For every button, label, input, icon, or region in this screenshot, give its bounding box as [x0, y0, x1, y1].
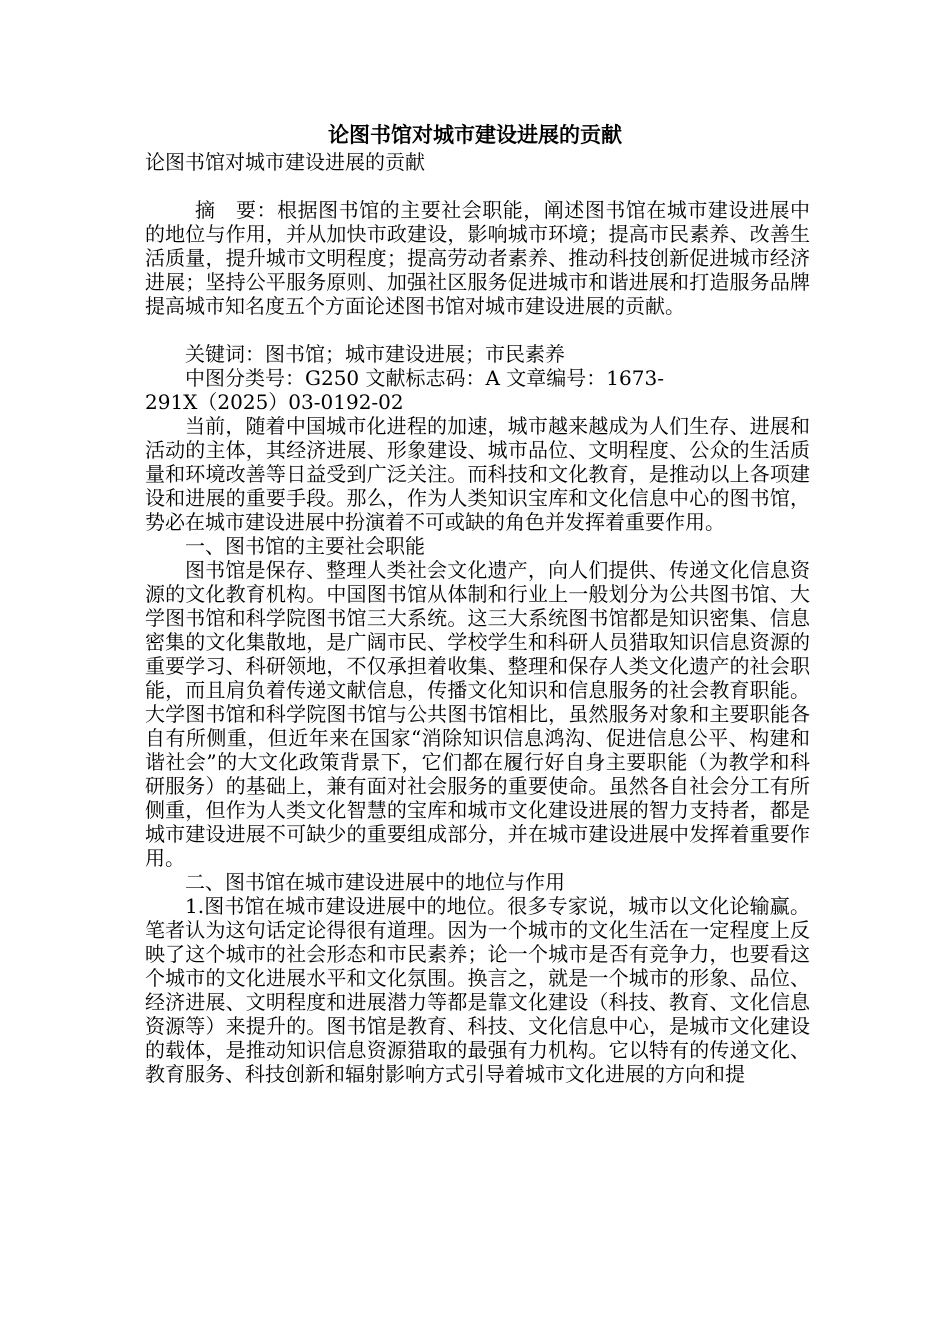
- classification-line: 中图分类号：G250 文献标志码：A 文章编号：1673-: [185, 366, 664, 390]
- keywords-line: 关键词：图书馆；城市建设进展；市民素养: [185, 342, 565, 366]
- document-title: 论图书馆对城市建设进展的贡献: [328, 123, 622, 147]
- blank-line: [145, 174, 810, 198]
- status-paragraph: 1.图书馆在城市建设进展中的地位。很多专家说，城市以文化论输赢。笔者认为这句话定论得很有道理。因为一个城市的文化生活在一定程度上反映了这个城市的社会形态和市民素养；论一个城市是否有竞争力，也要看这个城市的文化进展水平和文化氛围。换言之，就是一个城市的形象、品位、经济进展、文明程度和进展潜力等都是靠文化建设（科技、教育、文化信息资源等）来提升的。图书馆是教育、科技、文化信息中心，是城市文化建设的载体，是推动知识信息资源猎取的最强有力机构。它以特有的传递文化、教育服务、科技创新和辐射影响方式引导着城市文化进展的方向和提: [145, 894, 810, 1086]
- document-subtitle: 论图书馆对城市建设进展的贡献: [145, 150, 425, 174]
- classification-line-continued: 291X（2025）03-0192-02: [145, 390, 404, 414]
- section-heading-1: 一、图书馆的主要社会职能: [185, 534, 425, 558]
- document-body: [145, 150, 810, 1086]
- blank-line: [145, 318, 810, 342]
- functions-paragraph: 图书馆是保存、整理人类社会文化遗产，向人们提供、传递文化信息资源的文化教育机构。中国图书馆从体制和行业上一般划分为公共图书馆、大学图书馆和科学院图书馆三大系统。这三大系统图书馆都是知识密集、信息密集的文化集散地，是广阔市民、学校学生和科研人员猎取知识信息资源的重要学习、科研领地，不仅承担着收集、整理和保存人类文化遗产的社会职能，而且肩负着传递文献信息，传播文化知识和信息服务的社会教育职能。大学图书馆和科学院图书馆与公共图书馆相比，虽然服务对象和主要职能各自有所侧重，但近年来在国家“消除知识信息鸿沟、促进信息公平、构建和谐社会”的大文化政策背景下，它们都在履行好自身主要职能（为教学和科研服务）的基础上，兼有面对社会服务的重要使命。虽然各自社会分工有所侧重，但作为人类文化智慧的宝库和城市文化建设进展的智力支持者，都是城市建设进展不可缺少的重要组成部分，并在城市建设进展中发挥着重要作用。: [145, 558, 810, 870]
- abstract-paragraph: 摘 要：根据图书馆的主要社会职能，阐述图书馆在城市建设进展中的地位与作用，并从加快市政建设，影响城市环境；提高市民素养、改善生活质量，提升城市文明程度；提高劳动者素养、推动科技创新促进城市经济进展；坚持公平服务原则、加强社区服务促进城市和谐进展和打造服务品牌提高城市知名度五个方面论述图书馆对城市建设进展的贡献。: [145, 198, 810, 318]
- section-heading-2: 二、图书馆在城市建设进展中的地位与作用: [185, 870, 565, 894]
- intro-paragraph: 当前，随着中国城市化进程的加速，城市越来越成为人们生存、进展和活动的主体，其经济进展、形象建设、城市品位、文明程度、公众的生活质量和环境改善等日益受到广泛关注。而科技和文化教育，是推动以上各项建设和进展的重要手段。那么，作为人类知识宝库和文化信息中心的图书馆，势必在城市建设进展中扮演着不可或缺的角色并发挥着重要作用。: [145, 414, 810, 534]
